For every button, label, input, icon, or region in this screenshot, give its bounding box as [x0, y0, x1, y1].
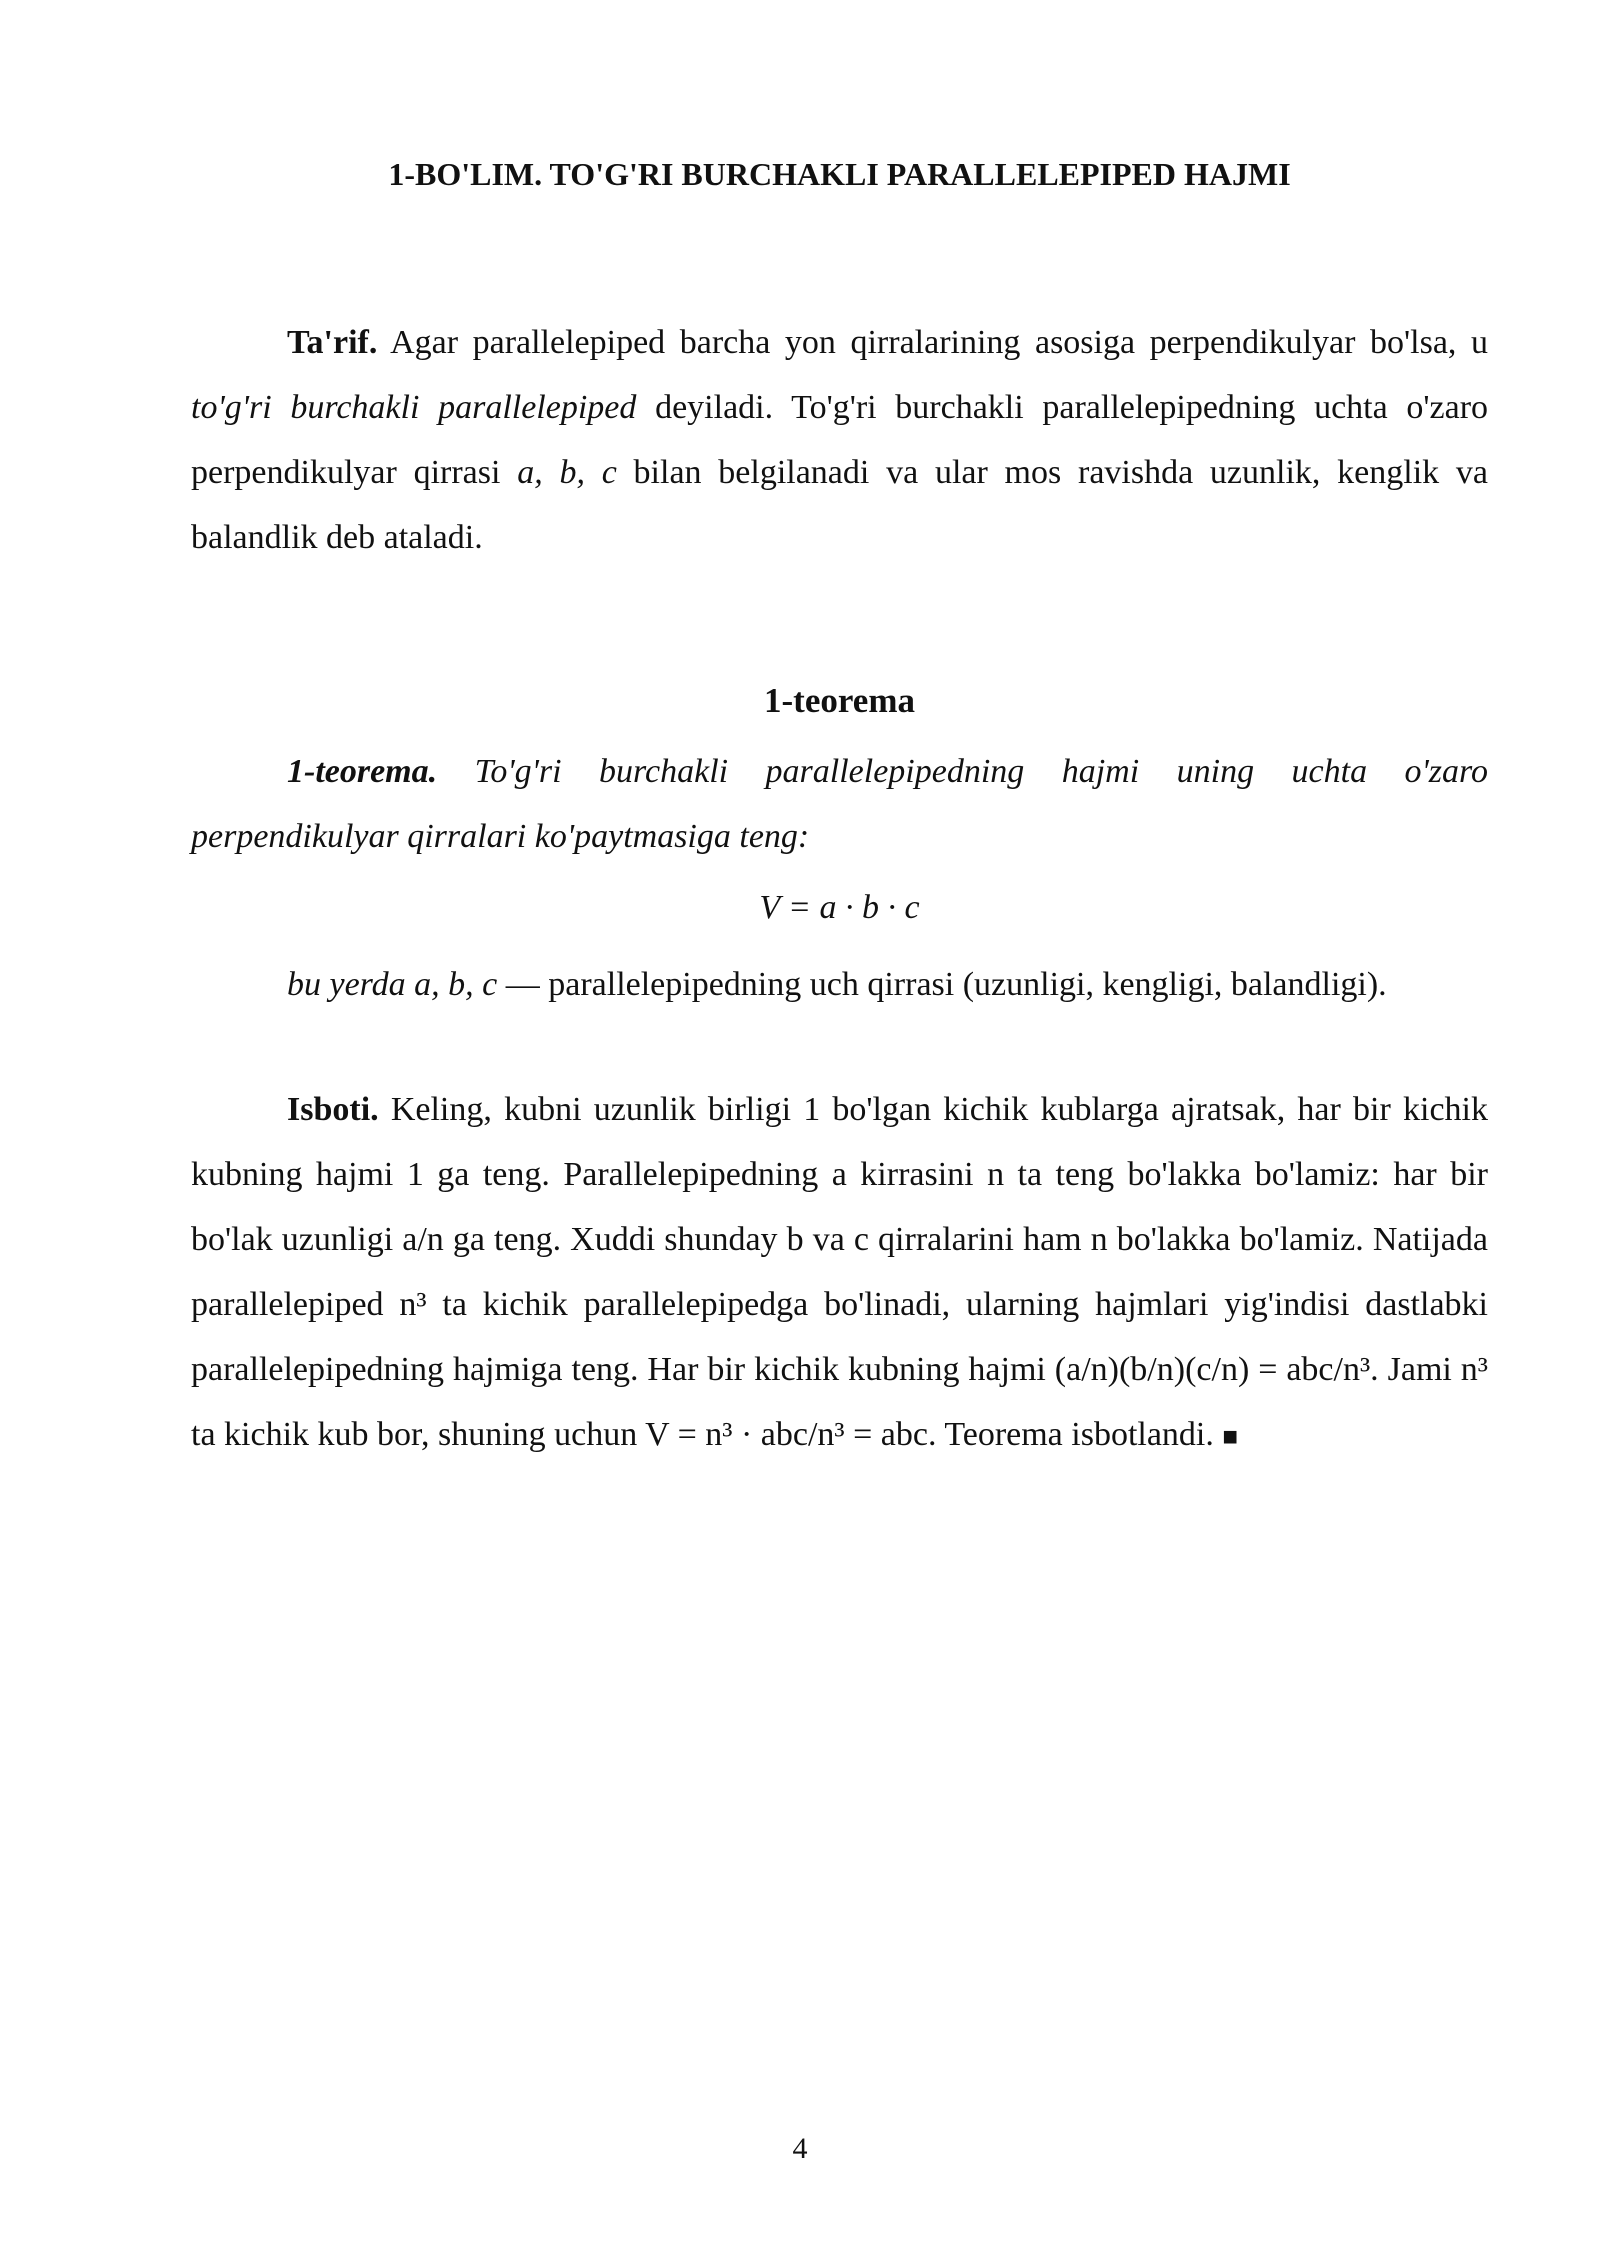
proof-text: Keling, kubni uzunlik birligi 1 bo'lgan kichik kublarga ajratsak, har bir kichik kubning hajmi 1 ga teng. Parallelepipedning a kirrasini n ta teng bo'lakka bo'lamiz: har bir bo'lak uzunligi a/n ga teng. Xuddi shunday b va c qirralarini ham n bo'lakka bo'lamiz. Natijada parallelepiped n³ ta kichik parallelepipedga bo'linadi, ularning hajmlari yig'indisi dastlabki parallelepipedning hajmiga teng. Har bir kichik kubning hajmi (a/n)(b/n)(c/n) = abc/n³. Jami n³ ta kichik kub bor, shuning uchun V = n³ · abc/n³ = abc. Teorema isbotlandi.: [191, 1091, 1488, 1453]
definition-term: to'g'ri burchakli parallelepiped: [191, 389, 637, 426]
proof-paragraph: [191, 1077, 1488, 1469]
page-content: [191, 150, 1488, 1469]
theorem-label: 1-teorema.: [287, 753, 438, 790]
definition-variables: a, b, c: [517, 454, 617, 491]
where-paragraph: [191, 952, 1488, 1017]
proof-label: Isboti.: [287, 1091, 379, 1128]
theorem-paragraph: [191, 739, 1488, 869]
theorem-heading: 1-teorema: [764, 681, 915, 720]
section-title: 1-BO'LIM. TO'G'RI BURCHAKLI PARALLELEPIPED HAJMI: [388, 156, 1291, 192]
definition-label: Ta'rif.: [287, 324, 378, 361]
where-text: — parallelepipedning uch qirrasi (uzunligi, kengligi, balandligi).: [497, 966, 1387, 1003]
definition-text-2: deyiladi. To'g'ri burchakli parallelepipedning uchta o'zaro perpendikulyar qirrasi: [191, 389, 1489, 491]
volume-formula: V = a · b · c: [759, 889, 920, 926]
definition-paragraph: [191, 310, 1488, 570]
theorem-statement: To'g'ri burchakli parallelepipedning hajmi uning uchta o'zaro perpendikulyar qirralari ko'paytmasiga teng:: [191, 753, 1488, 855]
definition-text-3: bilan belgilanadi va ular mos ravishda uzunlik, kenglik va balandlik deb ataladi.: [191, 454, 1488, 556]
where-variables: bu yerda a, b, c: [287, 966, 498, 1003]
page-number: 4: [792, 2132, 808, 2165]
definition-text-1: Agar parallelepiped barcha yon qirralarining asosiga perpendikulyar bo'lsa, u: [377, 324, 1488, 361]
qed-square-icon: ■: [1222, 1422, 1239, 1451]
